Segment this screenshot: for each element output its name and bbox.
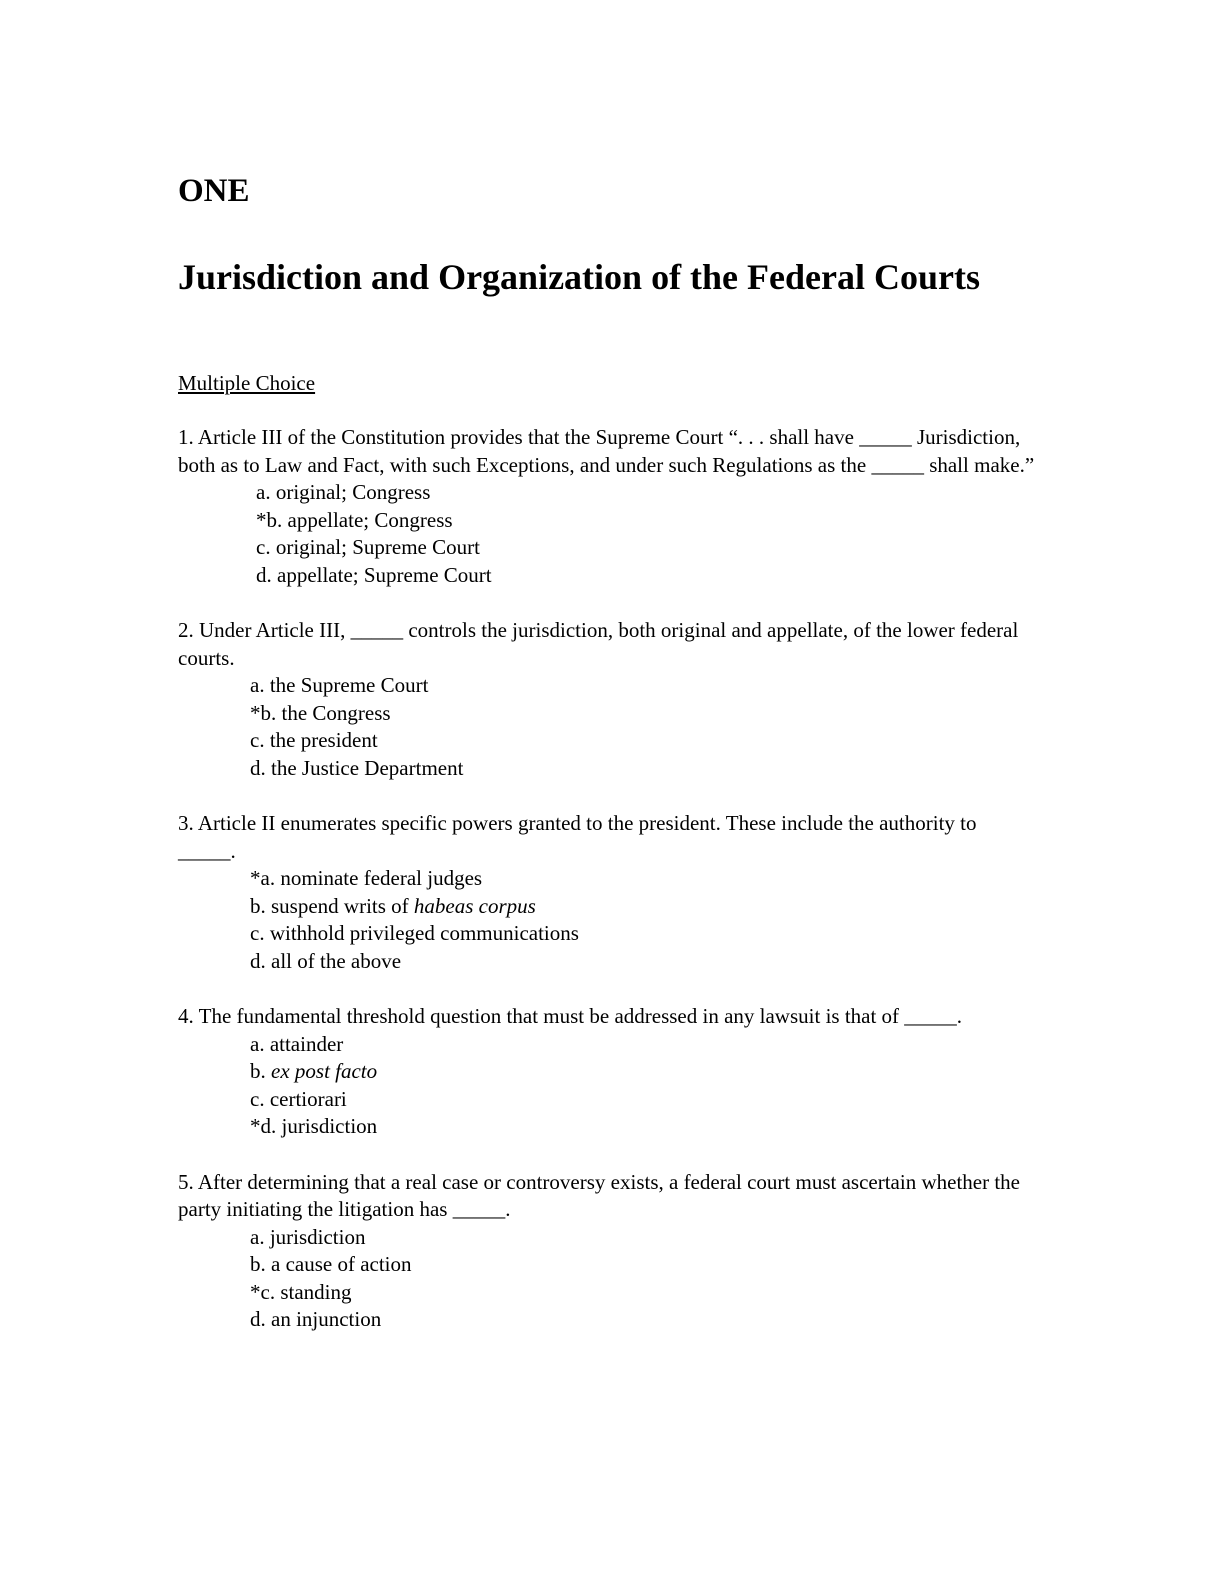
answer-option: c. original; Supreme Court — [256, 535, 480, 559]
question-stem: 3. Article II enumerates specific powers granted to the president. These include the authority to _____. — [178, 811, 977, 863]
answer-option: *b. appellate; Congress — [256, 507, 453, 532]
answer-options — [178, 865, 1038, 975]
answer-option-text: b. suspend writs of — [250, 893, 414, 918]
answer-option-italic: ex post facto — [271, 1059, 378, 1083]
answer-option: d. an injunction — [250, 1307, 382, 1331]
answer-option: *d. jurisdiction — [250, 1114, 378, 1138]
answer-option: a. attainder — [250, 1031, 344, 1056]
answer-option: *c. standing — [250, 1279, 352, 1304]
answer-option: *a. nominate federal judges — [250, 866, 483, 890]
question-3 — [178, 810, 1038, 975]
document-page — [178, 168, 1038, 1334]
answer-option: a. jurisdiction — [250, 1224, 366, 1249]
answer-option: d. appellate; Supreme Court — [256, 562, 492, 587]
answer-options — [178, 672, 1038, 782]
answer-option: a. original; Congress — [256, 480, 431, 504]
answer-option: c. the president — [250, 728, 378, 752]
answer-options — [178, 479, 1038, 589]
question-2 — [178, 617, 1038, 782]
question-stem: 4. The fundamental threshold question that must be addressed in any lawsuit is that of _____. — [178, 1004, 963, 1028]
question-5 — [178, 1169, 1038, 1334]
question-stem: 2. Under Article III, _____ controls the jurisdiction, both original and appellate, of the lower federal courts. — [178, 618, 1019, 670]
answer-option — [250, 1058, 1038, 1086]
answer-option: c. withhold privileged communications — [250, 921, 579, 945]
question-1 — [178, 424, 1038, 589]
answer-option: *b. the Congress — [250, 700, 391, 725]
question-stem: 5. After determining that a real case or controversy exists, a federal court must ascertain whether the party initiating the litigation has _____. — [178, 1169, 1020, 1221]
answer-option — [250, 893, 1038, 921]
question-4 — [178, 1003, 1038, 1141]
answer-option: a. the Supreme Court — [250, 673, 429, 697]
question-stem: 1. Article III of the Constitution provides that the Supreme Court “. . . shall have _____ Jurisdiction, both as to Law and Fact, with such Exceptions, and under such Regulations as the _____ shall make.” — [178, 425, 1035, 477]
section-heading: Multiple Choice — [178, 371, 316, 395]
answer-options — [178, 1031, 1038, 1141]
answer-option-italic: habeas corpus — [413, 893, 536, 918]
chapter-title: Jurisdiction and Organization of the Federal Courts — [178, 257, 980, 297]
answer-option: b. a cause of action — [250, 1252, 412, 1276]
answer-options — [178, 1224, 1038, 1334]
chapter-number: ONE — [178, 173, 250, 209]
answer-option-text: b. — [250, 1059, 271, 1083]
answer-option: c. certiorari — [250, 1086, 347, 1111]
answer-option: d. all of the above — [250, 948, 402, 973]
answer-option: d. the Justice Department — [250, 755, 464, 780]
